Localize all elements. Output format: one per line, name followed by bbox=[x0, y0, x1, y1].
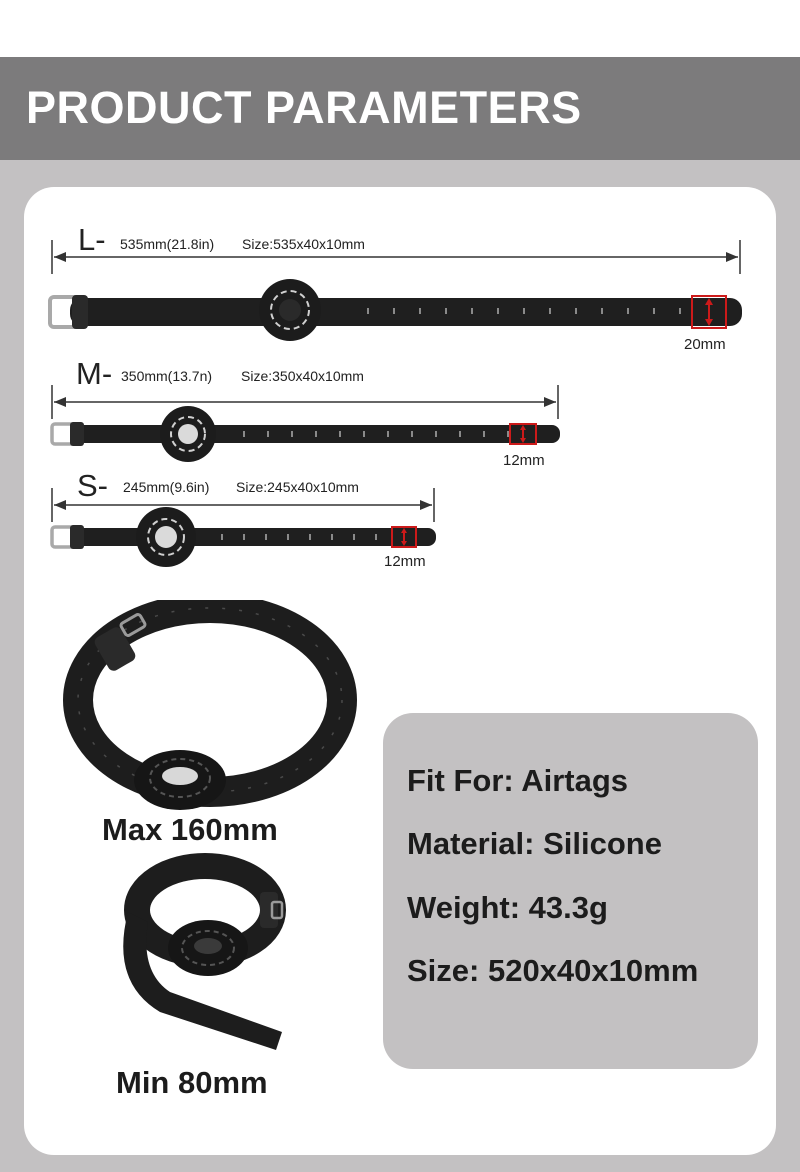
spec-fit-for: Fit For: Airtags bbox=[407, 763, 629, 798]
band-l bbox=[46, 278, 751, 344]
width-label-m: 12mm bbox=[503, 452, 545, 469]
size-letter-s: S- bbox=[77, 468, 108, 503]
size-length-l: 535mm(21.8in) bbox=[120, 236, 215, 252]
size-dimensions-m: Size:350x40x10mm bbox=[241, 368, 364, 384]
band-s bbox=[46, 506, 440, 568]
size-letter-m: M- bbox=[76, 356, 113, 391]
width-label-s: 12mm bbox=[384, 553, 426, 570]
min-size-caption: Min 80mm bbox=[116, 1065, 268, 1100]
spec-material: Material: Silicone bbox=[407, 826, 662, 861]
size-dimensions-s: Size:245x40x10mm bbox=[236, 479, 359, 495]
band-m bbox=[46, 404, 566, 464]
spec-weight: Weight: 43.3g bbox=[407, 890, 608, 925]
size-length-m: 350mm(13.7n) bbox=[121, 368, 213, 384]
size-letter-l: L- bbox=[78, 222, 106, 257]
page-title: PRODUCT PARAMETERS bbox=[26, 82, 582, 133]
band-min-loop-image bbox=[100, 852, 290, 1062]
size-dimensions-l: Size:535x40x10mm bbox=[242, 236, 365, 252]
width-label-l: 20mm bbox=[684, 336, 726, 353]
band-max-loop-image bbox=[60, 600, 360, 812]
spec-size: Size: 520x40x10mm bbox=[407, 953, 699, 988]
size-length-s: 245mm(9.6in) bbox=[123, 479, 210, 495]
max-size-caption: Max 160mm bbox=[102, 812, 278, 847]
length-measure-line-l bbox=[46, 240, 746, 276]
